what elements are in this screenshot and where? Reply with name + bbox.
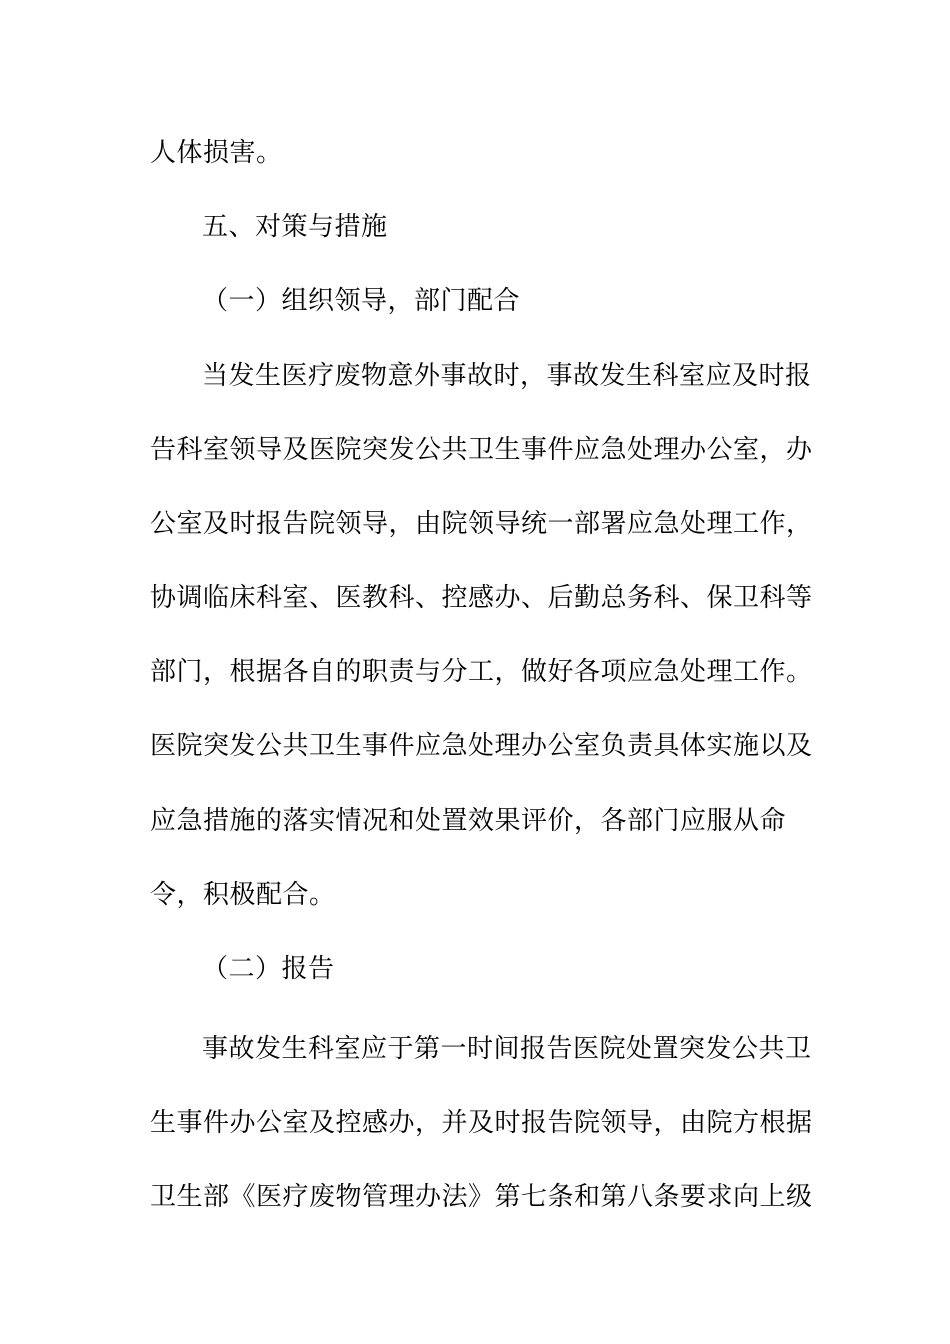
section-heading: 五、对策与措施: [202, 212, 388, 242]
paragraph-line: 令，积极配合。: [150, 880, 336, 910]
paragraph-line: 医院突发公共卫生事件应急处理办公室负责具体实施以及: [150, 731, 813, 761]
paragraph-line: 部门，根据各自的职责与分工，做好各项应急处理工作。: [150, 657, 813, 687]
paragraph-line: 当发生医疗废物意外事故时，事故发生科室应及时报: [202, 361, 812, 391]
paragraph-line: 公室及时报告院领导，由院领导统一部署应急处理工作，: [150, 509, 813, 539]
paragraph-line: 生事件办公室及控感办，并及时报告院领导，由院方根据: [150, 1108, 813, 1138]
paragraph-line: 卫生部《医疗废物管理办法》第七条和第八条要求向上级: [150, 1182, 813, 1212]
paragraph-line: 告科室领导及医院突发公共卫生事件应急处理办公室，办: [150, 435, 813, 465]
subsection-heading: （一）组织领导，部门配合: [202, 286, 521, 316]
paragraph-line: 协调临床科室、医教科、控感办、后勤总务科、保卫科等: [150, 583, 813, 613]
subsection-heading: （二）报告: [202, 954, 335, 984]
paragraph-line: 应急措施的落实情况和处置效果评价，各部门应服从命: [150, 806, 787, 836]
paragraph-line: 事故发生科室应于第一时间报告医院处置突发公共卫: [202, 1034, 812, 1064]
paragraph-line: 人体损害。: [150, 138, 283, 168]
